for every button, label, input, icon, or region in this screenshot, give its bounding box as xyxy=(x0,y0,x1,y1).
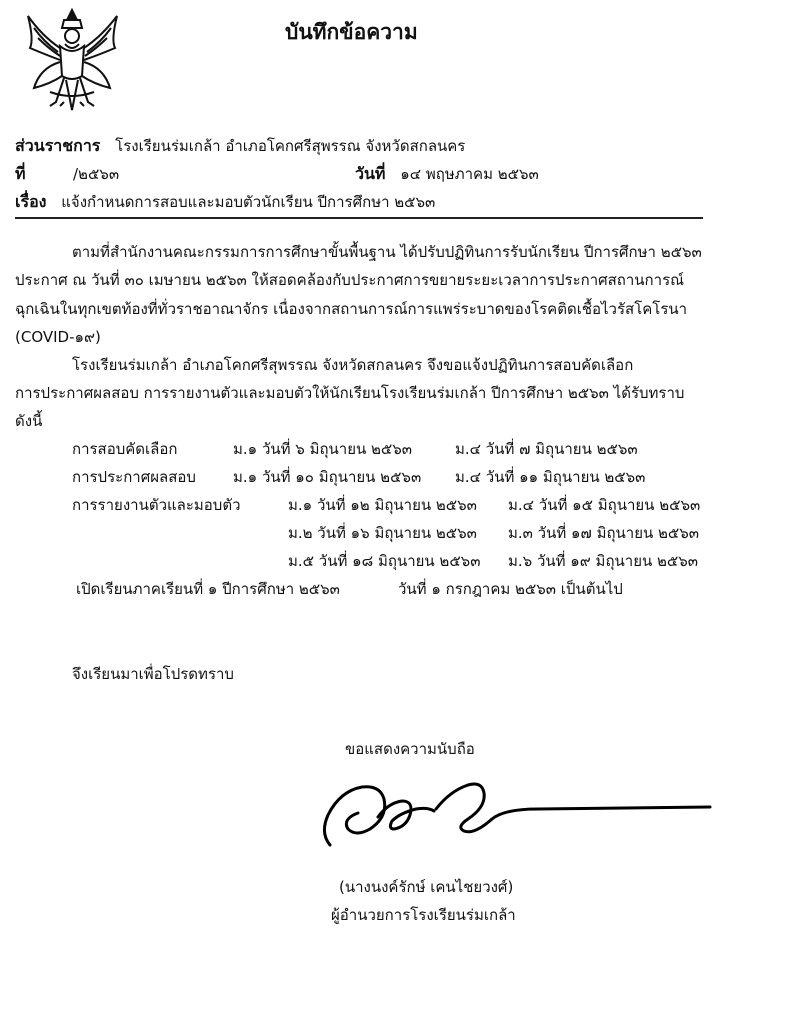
report-m2: ม.๒ วันที่ ๑๖ มิถุนายน ๒๕๖๓ xyxy=(288,524,477,542)
closing-regards: ขอแสดงความนับถือ xyxy=(345,740,475,758)
date-row xyxy=(355,162,539,187)
term-label: เปิดเรียนภาคเรียนที่ ๑ ปีการศึกษา ๒๕๖๓ xyxy=(76,580,340,598)
subject-row xyxy=(15,190,435,215)
report-m3: ม.๓ วันที่ ๑๗ มิถุนายน ๒๕๖๓ xyxy=(508,524,700,542)
exam-m4: ม.๔ วันที่ ๗ มิถุนายน ๒๕๖๓ xyxy=(455,440,638,458)
para2-line3: ดังนี้ xyxy=(15,412,43,430)
term-value: วันที่ ๑ กรกฎาคม ๒๕๖๓ เป็นต้นไป xyxy=(398,580,623,598)
signer-name: (นางนงค์รักษ์ เคนไชยวงศ์) xyxy=(339,878,514,896)
garuda-emblem-icon xyxy=(20,6,125,114)
report-m1: ม.๑ วันที่ ๑๒ มิถุนายน ๒๕๖๓ xyxy=(288,496,477,514)
signer-title: ผู้อำนวยการโรงเรียนร่มเกล้า xyxy=(331,906,516,924)
para1-line1: ตามที่สำนักงานคณะกรรมการการศึกษาขั้นพื้นฐาน ได้ปรับปฏิทินการรับนักเรียน ปีการศึกษา ๒๕๖๓ xyxy=(72,243,702,261)
department-label: ส่วนราชการ xyxy=(15,136,101,155)
para1-line3: ฉุกเฉินในทุกเขตท้องที่ทั่วราชอาณาจักร เนื่องจากสถานการณ์การแพร่ระบาดของโรคติดเชื้อไวรัสโคโรนา xyxy=(15,300,688,318)
department-value: โรงเรียนร่มเกล้า อำเภอโคกศรีสุพรรณ จังหวัดสกลนคร xyxy=(115,137,466,155)
report-m6: ม.๖ วันที่ ๑๙ มิถุนายน ๒๕๖๓ xyxy=(508,552,699,570)
date-label: วันที่ xyxy=(355,164,386,183)
result-m4: ม.๔ วันที่ ๑๑ มิถุนายน ๒๕๖๓ xyxy=(455,468,646,486)
date-value: ๑๔ พฤษภาคม ๒๕๖๓ xyxy=(400,165,539,183)
para2-line1: โรงเรียนร่มเกล้า อำเภอโคกศรีสุพรรณ จังหวัดสกลนคร จึงขอแจ้งปฏิทินการสอบคัดเลือก xyxy=(72,356,634,374)
report-m5: ม.๕ วันที่ ๑๘ มิถุนายน ๒๕๖๓ xyxy=(288,552,481,570)
signature-icon xyxy=(318,773,713,848)
reference-value: /๒๕๖๓ xyxy=(73,165,120,183)
header-divider xyxy=(15,217,703,219)
report-m4: ม.๔ วันที่ ๑๕ มิถุนายน ๒๕๖๓ xyxy=(508,496,701,514)
result-label: การประกาศผลสอบ xyxy=(72,468,196,486)
department-row xyxy=(15,134,465,159)
closing-notice: จึงเรียนมาเพื่อโปรดทราบ xyxy=(72,665,234,683)
exam-label: การสอบคัดเลือก xyxy=(72,440,178,458)
subject-value: แจ้งกำหนดการสอบและมอบตัวนักเรียน ปีการศึกษา ๒๕๖๓ xyxy=(61,193,436,211)
page-title: บันทึกข้อความ xyxy=(285,20,418,44)
para1-line2: ประกาศ ณ วันที่ ๓๐ เมษายน ๒๕๖๓ ให้สอดคล้องกับประกาศการขยายระยะเวลาการประกาศสถานการณ์ xyxy=(15,271,685,289)
exam-m1: ม.๑ วันที่ ๖ มิถุนายน ๒๕๖๓ xyxy=(233,440,413,458)
result-m1: ม.๑ วันที่ ๑๐ มิถุนายน ๒๕๖๓ xyxy=(233,468,422,486)
reference-row xyxy=(15,162,120,187)
subject-label: เรื่อง xyxy=(15,192,47,211)
reference-label: ที่ xyxy=(15,164,26,183)
para2-line2: การประกาศผลสอบ การรายงานตัวและมอบตัวให้นักเรียนโรงเรียนร่มเกล้า ปีการศึกษา ๒๕๖๓ ได้รับทราบ xyxy=(15,384,685,402)
para1-line4: (COVID-๑๙) xyxy=(15,328,101,346)
report-label: การรายงานตัวและมอบตัว xyxy=(72,496,241,514)
